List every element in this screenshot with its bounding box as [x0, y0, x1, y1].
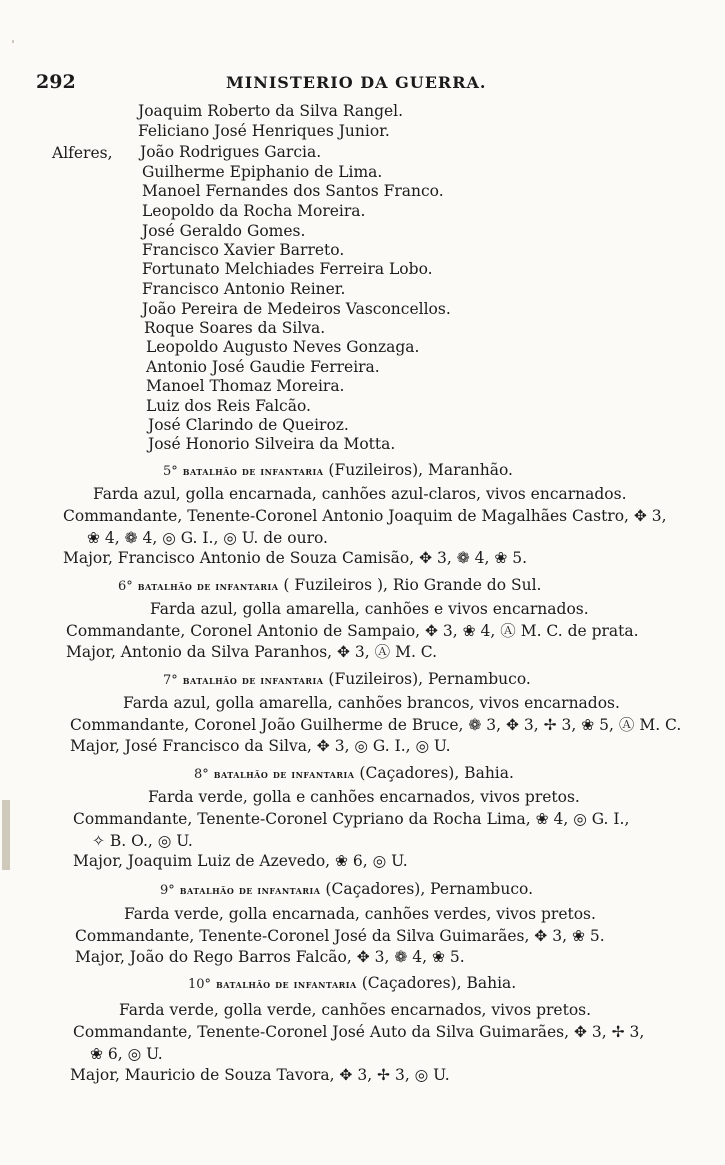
uniform-line: Farda verde, golla encarnada, canhões verdes, vivos pretos. [124, 905, 596, 923]
major-line: Major, José Francisco da Silva, ✥ 3, ◎ G. I., ◎ U. [70, 737, 451, 755]
major-line: Major, Mauricio de Souza Tavora, ✥ 3, ✢ 3, ◎ U. [70, 1066, 450, 1084]
battalion-suffix: (Caçadores), Bahia. [361, 974, 517, 992]
list-item: Roque Soares da Silva. [144, 319, 326, 337]
rank-label: Alferes, [52, 144, 113, 162]
battalion-suffix: (Caçadores), Pernambuco. [325, 880, 533, 898]
battalion-heading [163, 672, 531, 688]
running-title: MINISTERIO DA GUERRA. [226, 73, 487, 92]
commander-line: Commandante, Tenente-Coronel José Auto da Silva Guimarães, ✥ 3, ✢ 3, [73, 1023, 645, 1041]
decorations-line: ❀ 4, ❁ 4, ◎ G. I., ◎ U. de ouro. [87, 529, 328, 547]
commander-line: Commandante, Coronel Antonio de Sampaio, ✥ 3, ❀ 4, Ⓐ M. C. de prata. [66, 622, 639, 640]
decorations-line: ❀ 6, ◎ U. [90, 1045, 163, 1063]
major-line: Major, Antonio da Silva Paranhos, ✥ 3, Ⓐ M. C. [66, 643, 438, 661]
list-item: José Geraldo Gomes. [142, 222, 306, 240]
battalion-heading [188, 976, 516, 992]
commander-line: Commandante, Tenente-Coronel José da Silva Guimarães, ✥ 3, ❀ 5. [75, 927, 605, 945]
commander-line: Commandante, Tenente-Coronel Antonio Joaquim de Magalhães Castro, ✥ 3, [63, 507, 667, 525]
battalion-suffix: (Fuzileiros), Maranhão. [328, 461, 513, 479]
decorations-line: ✧ B. O., ◎ U. [92, 832, 193, 850]
uniform-line: Farda verde, golla verde, canhões encarnados, vivos pretos. [119, 1001, 592, 1019]
battalion-suffix: (Fuzileiros), Pernambuco. [328, 670, 531, 688]
battalion-suffix: (Caçadores), Bahia. [359, 764, 514, 782]
list-item: Feliciano José Henriques Junior. [138, 122, 390, 140]
page-number: 292 [36, 71, 76, 93]
uniform-line: Farda azul, golla encarnada, canhões azul-claros, vivos encarnados. [93, 485, 627, 503]
battalion-suffix: ( Fuzileiros ), Rio Grande do Sul. [283, 576, 542, 594]
battalion-ordinal: 7° [163, 673, 178, 688]
edge-speck [12, 40, 14, 43]
list-item: José Honorio Silveira da Motta. [148, 435, 396, 453]
battalion-label: batalhão de infantaria [137, 579, 279, 593]
list-item: Guilherme Epiphanio de Lima. [142, 163, 383, 181]
commander-line: Commandante, Coronel João Guilherme de Bruce, ❁ 3, ✥ 3, ✢ 3, ❀ 5, Ⓐ M. C. [70, 716, 682, 734]
list-item: Leopoldo Augusto Neves Gonzaga. [146, 338, 420, 356]
list-item: Antonio José Gaudie Ferreira. [146, 358, 380, 376]
list-item: Francisco Xavier Barreto. [142, 241, 345, 259]
major-line: Major, Joaquim Luiz de Azevedo, ❀ 6, ◎ U. [73, 852, 408, 870]
commander-line: Commandante, Tenente-Coronel Cypriano da Rocha Lima, ❀ 4, ◎ G. I., [73, 810, 630, 828]
list-item: Fortunato Melchiades Ferreira Lobo. [142, 260, 433, 278]
list-item: João Rodrigues Garcia. [140, 143, 322, 161]
uniform-line: Farda azul, golla amarella, canhões brancos, vivos encarnados. [123, 694, 620, 712]
list-item: Francisco Antonio Reiner. [142, 280, 346, 298]
list-item: Luiz dos Reis Falcão. [146, 397, 311, 415]
list-item: Joaquim Roberto da Silva Rangel. [138, 102, 404, 120]
uniform-line: Farda azul, golla amarella, canhões e vivos encarnados. [150, 600, 589, 618]
list-item: Leopoldo da Rocha Moreira. [142, 202, 366, 220]
battalion-label: batalhão de infantaria [215, 977, 357, 991]
battalion-ordinal: 10° [188, 977, 212, 992]
list-item: José Clarindo de Queiroz. [148, 416, 349, 434]
list-item: João Pereira de Medeiros Vasconcellos. [142, 300, 451, 318]
battalion-label: batalhão de infantaria [213, 767, 355, 781]
battalion-ordinal: 8° [194, 767, 209, 782]
battalion-ordinal: 6° [118, 579, 133, 594]
list-item: Manoel Fernandes dos Santos Franco. [142, 182, 444, 200]
major-line: Major, Francisco Antonio de Souza Camisão, ✥ 3, ❁ 4, ❀ 5. [63, 549, 528, 567]
binding-shadow [2, 800, 10, 870]
battalion-label: batalhão de infantaria [182, 673, 324, 687]
major-line: Major, João do Rego Barros Falcão, ✥ 3, ❁ 4, ❀ 5. [75, 948, 465, 966]
battalion-ordinal: 9° [160, 883, 175, 898]
battalion-heading [160, 882, 533, 898]
list-item: Manoel Thomaz Moreira. [146, 377, 345, 395]
battalion-heading [194, 766, 514, 782]
battalion-ordinal: 5° [163, 464, 178, 479]
battalion-heading [118, 578, 541, 594]
battalion-heading [163, 463, 513, 479]
battalion-label: batalhão de infantaria [182, 464, 324, 478]
uniform-line: Farda verde, golla e canhões encarnados, vivos pretos. [148, 788, 580, 806]
battalion-label: batalhão de infantaria [179, 883, 321, 897]
